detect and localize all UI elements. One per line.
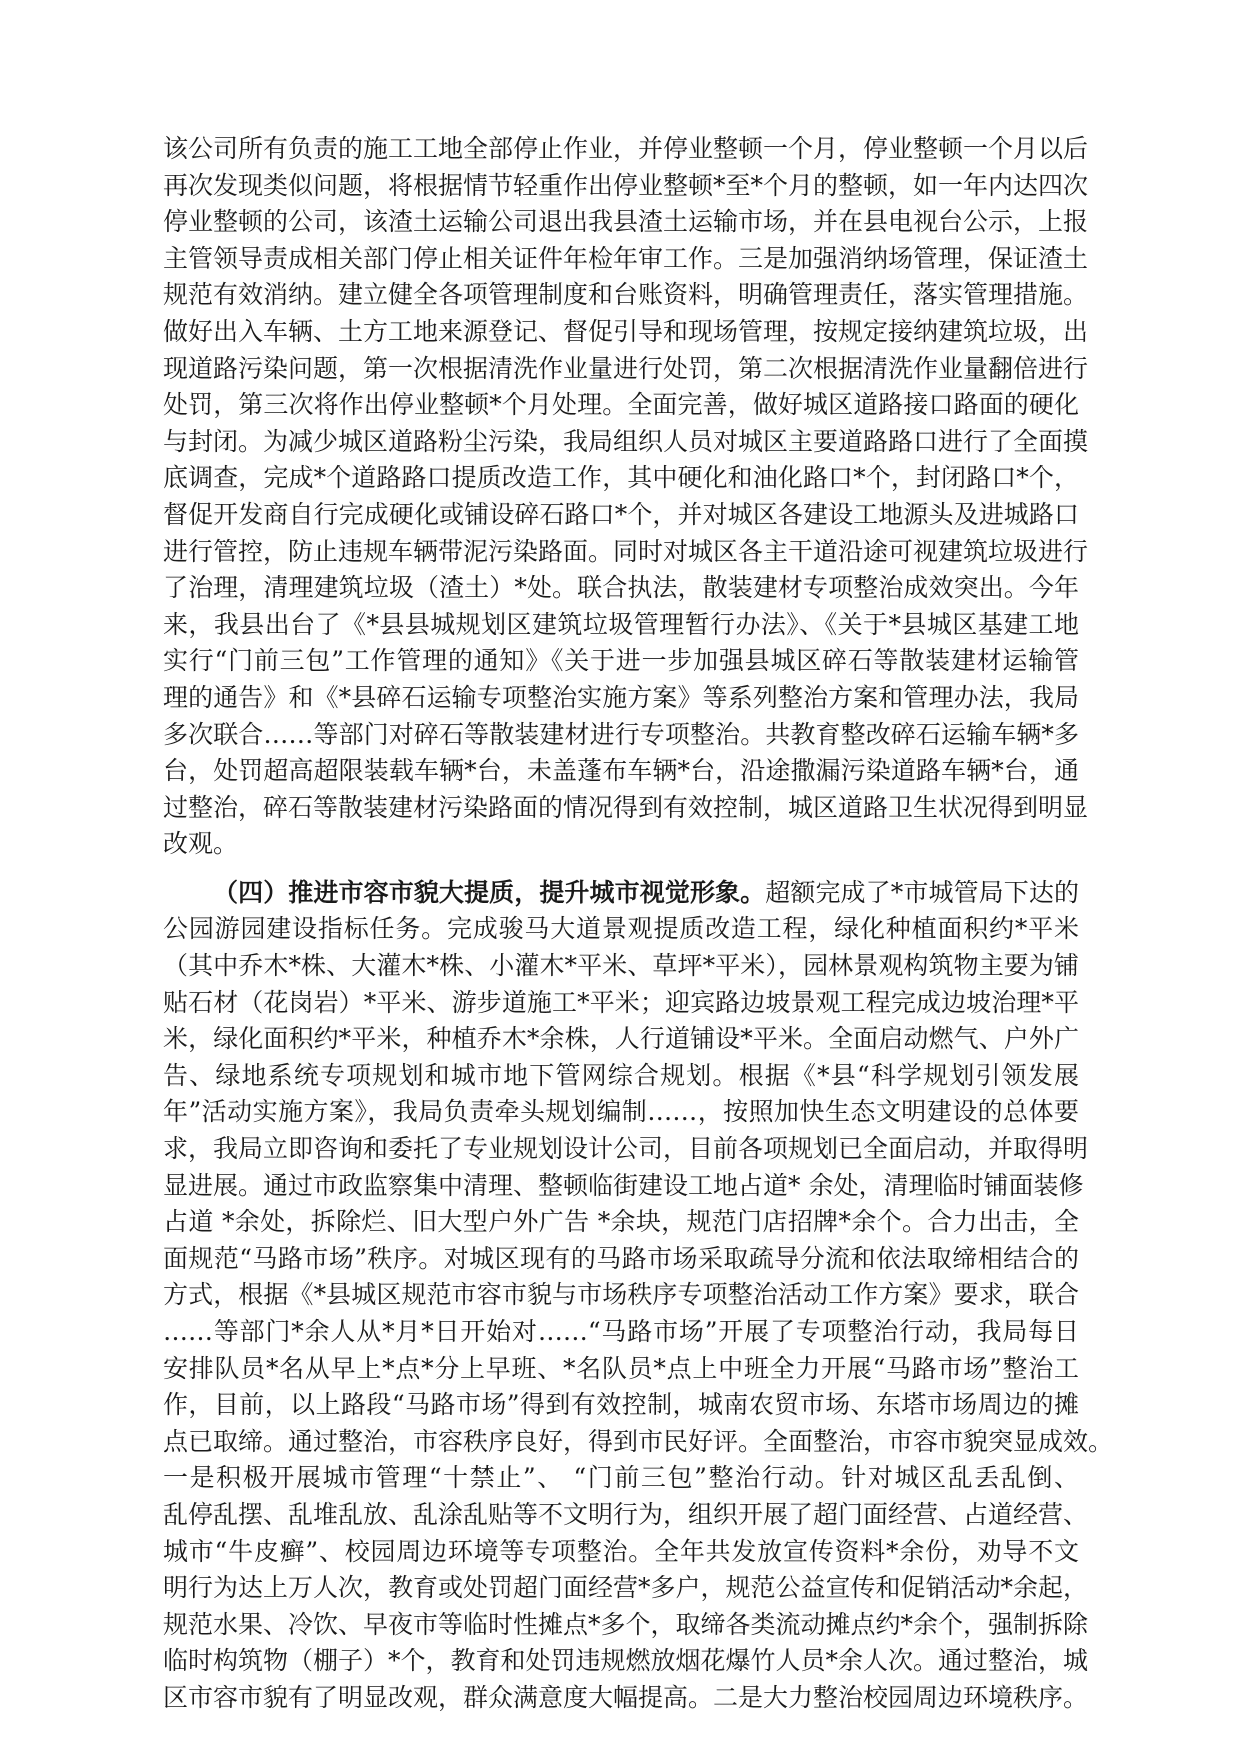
paragraph-1 bbox=[163, 131, 1089, 863]
text-line: 安排队员*名从早上*点*分上早班、*名队员*点上中班全力开展“马路市场”整治工 bbox=[163, 1353, 1079, 1383]
text-line: 告、绿地系统专项规划和城市地下管网综合规划。根据《*县“科学规划引领发展 bbox=[163, 1060, 1079, 1090]
text-line: 求，我局立即咨询和委托了专业规划设计公司，目前各项规划已全面启动，并取得明 bbox=[163, 1134, 1089, 1164]
text-line: 来，我县出台了《*县县城规划区建筑垃圾管理暂行办法》、《关于*县城区基建工地 bbox=[163, 609, 1079, 639]
text-line: 现道路污染问题，第一次根据清洗作业量进行处罚，第二次根据清洗作业量翻倍进行 bbox=[163, 353, 1089, 383]
text-line: 方式，根据《*县城区规范市容市貌与市场秩序专项整治活动工作方案》要求，联合 bbox=[163, 1280, 1079, 1310]
text-line: 作，目前，以上路段“马路市场”得到有效控制，城南农贸市场、东塔市场周边的摊 bbox=[163, 1390, 1079, 1420]
text-line: 过整治，碎石等散装建材污染路面的情况得到有效控制，城区道路卫生状况得到明显 bbox=[163, 792, 1089, 822]
text-line: 规范水果、冷饮、早夜市等临时性摊点*多个，取缔各类流动摊点约*余个，强制拆除 bbox=[163, 1609, 1089, 1639]
text-line: 米，绿化面积约*平米，种植乔木*余株，人行道铺设*平米。全面启动燃气、户外广 bbox=[163, 1024, 1079, 1054]
text-line: 明行为达上万人次，教育或处罚超门面经营*多户，规范公益宣传和促销活动*余起， bbox=[163, 1573, 1089, 1603]
text-line: 实行“门前三包”工作管理的通知》《关于进一步加强县城区碎石等散装建材运输管 bbox=[163, 646, 1079, 676]
text-line: 进行管控，防止违规车辆带泥污染路面。同时对城区各主干道沿途可视建筑垃圾进行 bbox=[163, 536, 1089, 566]
document-body bbox=[163, 131, 1114, 1717]
text-line: 乱停乱摆、乱堆乱放、乱涂乱贴等不文明行为，组织开展了超门面经营、占道经营、 bbox=[163, 1499, 1089, 1529]
text-line: （其中乔木*株、大灌木*株、小灌木*平米、草坪*平米），园林景观构筑物主要为铺 bbox=[163, 951, 1079, 981]
text-line: 处罚，第三次将作出停业整顿*个月处理。全面完善，做好城区道路接口路面的硬化 bbox=[163, 390, 1079, 420]
text-line: 了治理，清理建筑垃圾（渣土）*处。联合执法，散装建材专项整治成效突出。今年 bbox=[163, 573, 1079, 603]
text-line-first bbox=[163, 875, 1079, 912]
text-line: 占道 *余处，拆除烂、旧大型户外广告 *余块，规范门店招牌*余个。合力出击，全 bbox=[163, 1207, 1079, 1237]
text-line: 停业整顿的公司，该渣土运输公司退出我县渣土运输市场，并在县电视台公示，上报 bbox=[163, 207, 1089, 237]
section-heading: （四）推进市容市貌大提质，提升城市视觉形象。 bbox=[213, 877, 766, 907]
text-line: 一是积极开展城市管理“十禁止”、 “门前三包”整治行动。针对城区乱丢乱倒、 bbox=[163, 1463, 1079, 1493]
text-line: 面规范“马路市场”秩序。对城区现有的马路市场采取疏导分流和依法取缔相结合的 bbox=[163, 1243, 1079, 1273]
text-line: 贴石材（花岗岩）*平米、游步道施工*平米；迎宾路边坡景观工程完成边坡治理*平 bbox=[163, 987, 1079, 1017]
text-line: 理的通告》和《*县碎石运输专项整治实施方案》等系列整治方案和管理办法，我局 bbox=[163, 682, 1079, 712]
text-line: 主管领导责成相关部门停止相关证件年检年审工作。三是加强消纳场管理，保证渣土 bbox=[163, 243, 1089, 273]
text-line: 显进展。通过市政监察集中清理、整顿临街建设工地占道* 余处，清理临时铺面装修 bbox=[163, 1170, 1084, 1200]
text-line: 改观。 bbox=[163, 829, 239, 859]
text-line: 再次发现类似问题，将根据情节轻重作出停业整顿*至*个月的整顿，如一年内达四次 bbox=[163, 170, 1089, 200]
heading-continuation: 超额完成了*市城管局下达的 bbox=[765, 877, 1079, 907]
paragraph-2 bbox=[163, 875, 1114, 1717]
text-line: 城市“牛皮癣”、校园周边环境等专项整治。全年共发放宣传资料*余份，劝导不文 bbox=[163, 1536, 1079, 1566]
text-line: 点已取缔。通过整治，市容秩序良好，得到市民好评。全面整治，市容市貌突显成效。 bbox=[163, 1426, 1114, 1456]
text-line: 临时构筑物（棚子）*个，教育和处罚违规燃放烟花爆竹人员*余人次。通过整治，城 bbox=[163, 1646, 1089, 1676]
text-line: ……等部门*余人从*月*日开始对……“马路市场”开展了专项整治行动，我局每日 bbox=[163, 1317, 1079, 1346]
text-line: 区市容市貌有了明显改观，群众满意度大幅提高。二是大力整治校园周边环境秩序。 bbox=[163, 1682, 1089, 1712]
text-line: 年”活动实施方案》，我局负责牵头规划编制……，按照加快生态文明建设的总体要 bbox=[163, 1097, 1079, 1127]
text-line: 底调查，完成*个道路路口提质改造工作，其中硬化和油化路口*个，封闭路口*个， bbox=[163, 463, 1079, 493]
text-line: 台，处罚超高超限装载车辆*台，未盖蓬布车辆*台，沿途撒漏污染道路车辆*台，通 bbox=[163, 756, 1079, 786]
text-line: 规范有效消纳。建立健全各项管理制度和台账资料，明确管理责任，落实管理措施。 bbox=[163, 280, 1089, 310]
text-line: 做好出入车辆、土方工地来源登记、督促引导和现场管理，按规定接纳建筑垃圾，出 bbox=[163, 316, 1089, 346]
text-line: 与封闭。为减少城区道路粉尘污染，我局组织人员对城区主要道路路口进行了全面摸 bbox=[163, 426, 1089, 456]
text-line: 多次联合……等部门对碎石等散装建材进行专项整治。共教育整改碎石运输车辆*多 bbox=[163, 719, 1079, 749]
text-line: 该公司所有负责的施工工地全部停止作业，并停业整顿一个月，停业整顿一个月以后 bbox=[163, 134, 1089, 163]
text-line: 督促开发商自行完成硬化或铺设碎石路口*个，并对城区各建设工地源头及进城路口 bbox=[163, 499, 1079, 529]
text-line: 公园游园建设指标任务。完成骏马大道景观提质改造工程，绿化种植面积约*平米 bbox=[163, 914, 1079, 944]
paragraph-gap bbox=[163, 863, 1079, 875]
